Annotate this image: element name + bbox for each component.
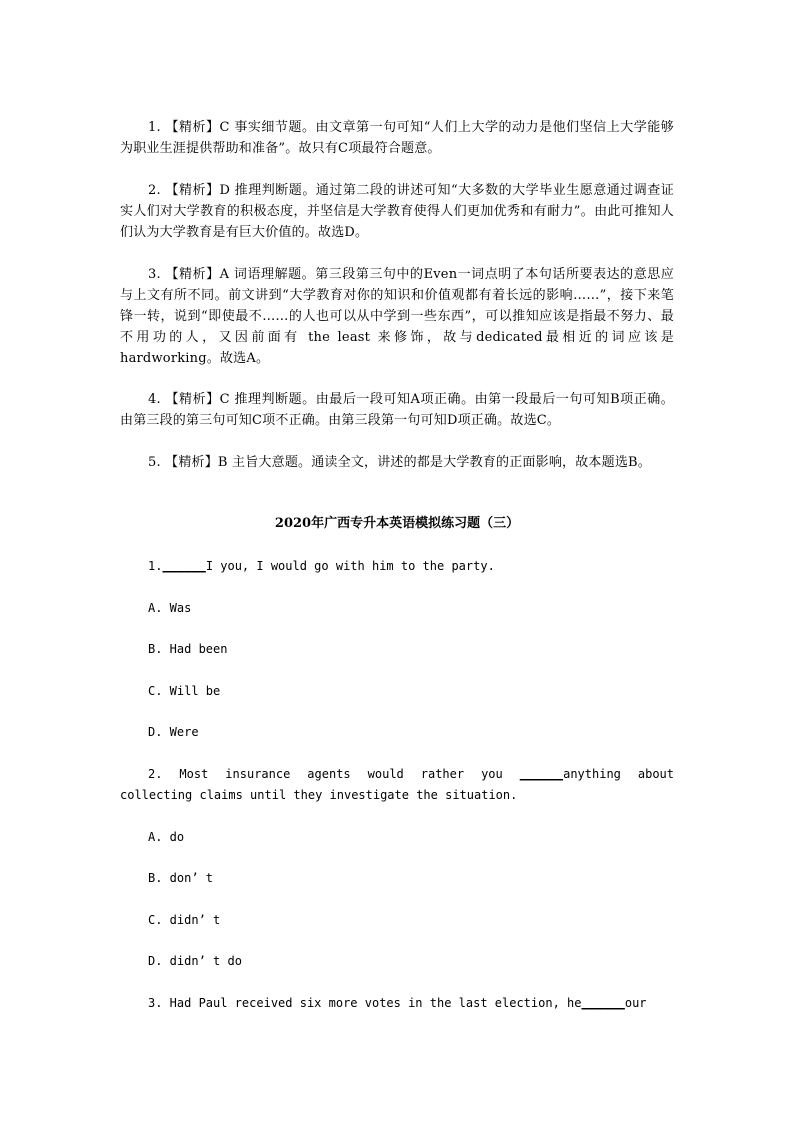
question-1-option-d: D. Were [148, 725, 199, 739]
question-text-before: 2. Most insurance agents would rather you [148, 767, 520, 781]
question-2-option-b: B. don’ t [148, 871, 214, 885]
question-number: 1. [148, 559, 163, 573]
answer-blank: ______ [519, 767, 564, 781]
question-text-before: 3. Had Paul received six more votes in the last election, he [148, 996, 582, 1010]
answer-2: 2. 【精析】D 推理判断题。通过第二段的讲述可知“大多数的大学毕业生愿意通过调查证实人们对大学教育的积极态度，并坚信是大学教育使得人们更加优秀和有耐力”。由此可推知人们认为大学教育是有巨大价值的。故选D。 [120, 183, 674, 240]
answer-3: 3. 【精析】A 词语理解题。第三段第三句中的Even一词点明了本句话所要表达的意思应与上文有所不同。前文讲到“大学教育对你的知识和价值观都有着长远的影响……”，接下来笔锋一转，说到“即使最不……的人也可以从中学到一些东西”，可以推知应该是指最不努力、最不用功的人，又因前面有 the least 来修饰，故与dedicated最相近的词应该是hardworking。故选A。 [120, 267, 674, 366]
question-2-option-c: C. didn’ t [148, 913, 221, 927]
question-1-option-a: A. Was [148, 601, 192, 615]
answer-4: 4. 【精析】C 推理判断题。由最后一段可知A项正确。由第一段最后一句可知B项正确。由第三段的第三句可知C项不正确。由第三段第一句可知D项正确。故选C。 [120, 392, 674, 428]
question-2-option-d: D. didn’ t do [148, 954, 242, 968]
section-heading: 2020年广西专升本英语模拟练习题（三） [274, 516, 520, 531]
question-3-stem [120, 993, 674, 1014]
answer-1: 1. 【精析】C 事实细节题。由文章第一句可知“人们上大学的动力是他们坚信上大学能够为职业生涯提供帮助和准备”。故只有C项最符合题意。 [120, 120, 674, 156]
question-1-stem [120, 556, 674, 577]
question-1-option-b: B. Had been [148, 642, 228, 656]
answer-5: 5. 【精析】B 主旨大意题。通读全文，讲述的都是大学教育的正面影响，故本题选B。 [148, 455, 651, 470]
question-text-after: our [624, 996, 647, 1010]
question-2-option-a: A. do [148, 830, 185, 844]
question-text: I you, I would go with him to the party. [205, 559, 495, 573]
question-2-stem [120, 764, 674, 806]
question-text-after: anything about collecting claims until they investigate the situation. [120, 767, 674, 802]
question-1-option-c: C. Will be [148, 684, 221, 698]
answer-blank: ______ [581, 996, 625, 1010]
answer-blank: ______ [162, 559, 206, 573]
